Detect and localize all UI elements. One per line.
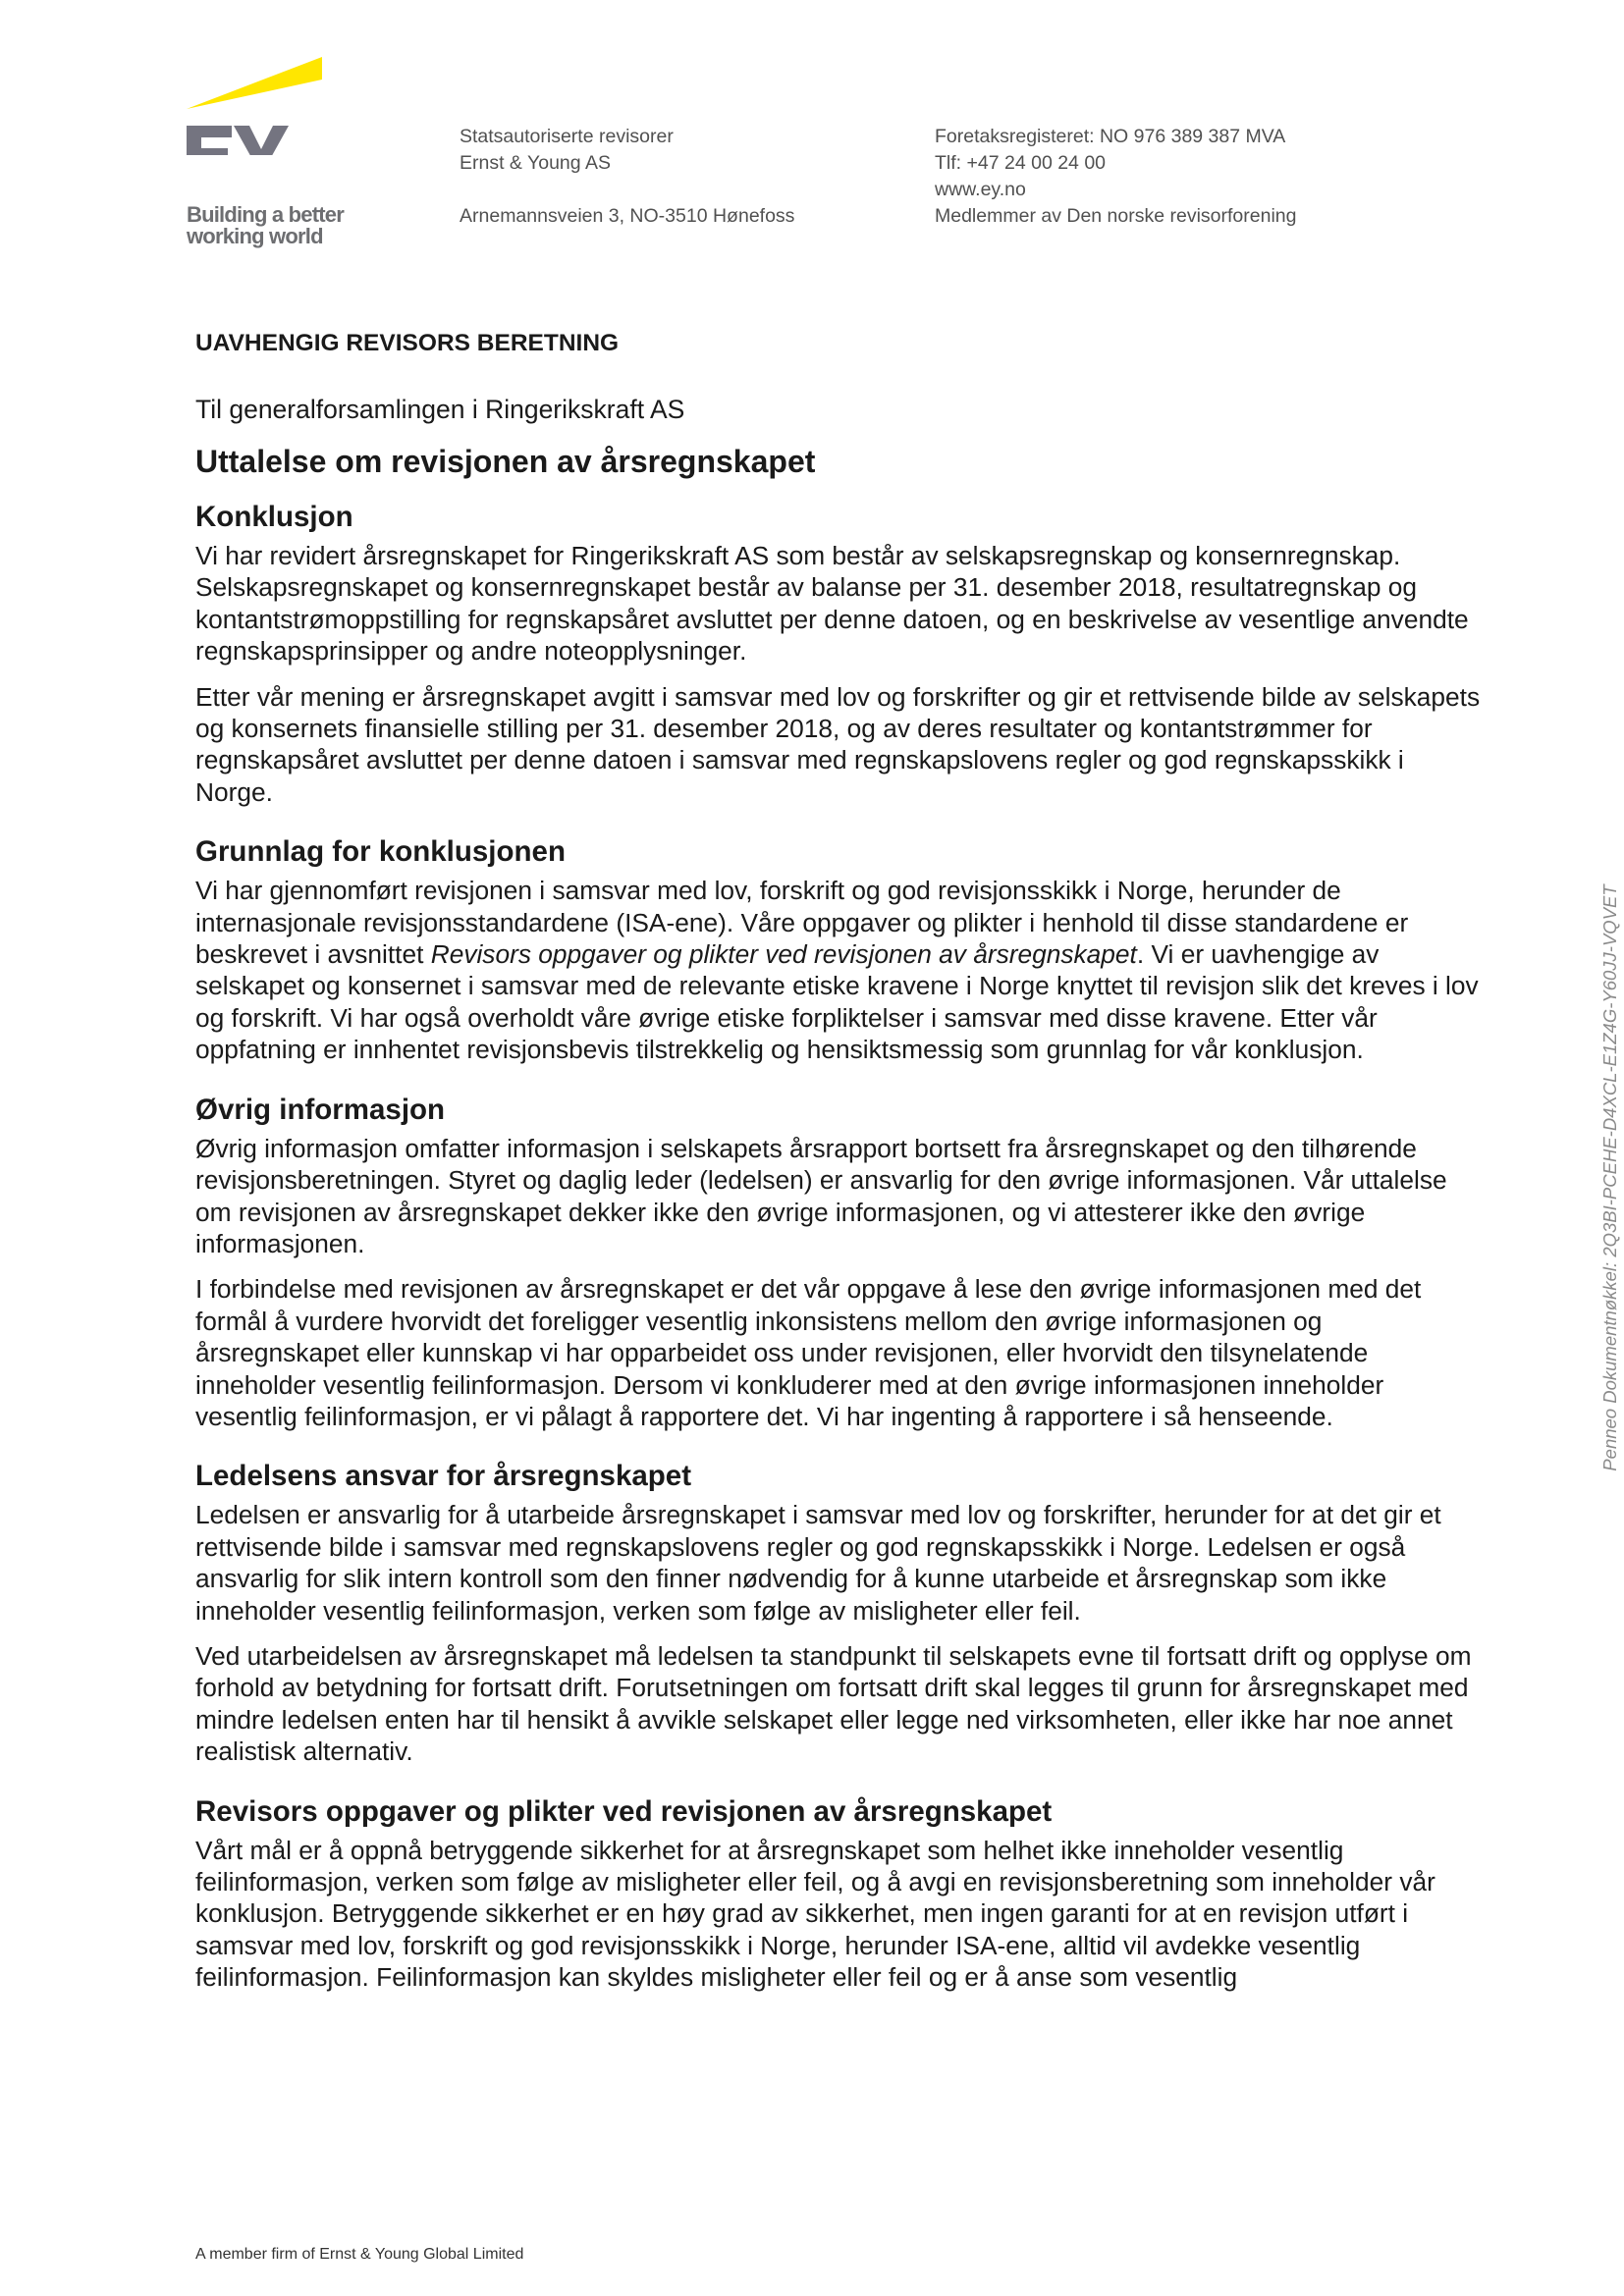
logo-tagline-line2: working world	[187, 224, 323, 248]
header-company-name: Ernst & Young AS	[460, 152, 611, 174]
heading-ovrig-informasjon: Øvrig informasjon	[195, 1093, 446, 1126]
logo-tagline	[187, 204, 383, 247]
heading-grunnlag: Grunnlag for konklusjonen	[195, 835, 566, 869]
header-org-number: Foretaksregisteret: NO 976 389 387 MVA	[935, 126, 1286, 147]
report-title: UAVHENGIG REVISORS BERETNING	[195, 330, 620, 356]
header-company-info	[460, 124, 794, 230]
ovrig-paragraph-2: I forbindelse med revisjonen av årsregnskapet er det vår oppgave å lese den øvrige informasjonen med det formål å vurdere hvorvidt det foreligger vesentlig inkonsistens mellom den øvrige informasjonen og årsregnskapet eller kunnskap vi har opparbeidet oss under revisjonen, eller hvorvidt den tilsynelatende inneholder vesentlig feilinformasjon. Dersom vi konkluderer med at den øvrige informasjonen inneholder vesentlig feilinformasjon, er vi pålagt å rapportere det. Vi har ingenting å rapportere i så henseende.	[195, 1274, 1422, 1431]
header-address: Arnemannsveien 3, NO-3510 Hønefoss	[460, 205, 795, 227]
revisors-paragraph-1: Vårt mål er å oppnå betryggende sikkerhet for at årsregnskapet som helhet ikke inneholder vesentlig feilinformasjon, verken som følge av misligheter eller feil, og å avgi en revisjonsberetning som inneholder vår konklusjon. Betryggende sikkerhet er en høy grad av sikkerhet, men ingen garanti for at en revisjon utført i samsvar med lov, forskrift og god revisjonsskikk i Norge, herunder ISA-ene, alltid vil avdekke vesentlig feilinformasjon. Feilinformasjon kan skyldes misligheter eller feil og er å anse som vesentlig	[195, 1835, 1435, 1993]
grunnlag-section-reference: Revisors oppgaver og plikter ved revisjonen av årsregnskapet	[430, 939, 1137, 970]
header-phone: Tlf: +47 24 00 24 00	[935, 152, 1107, 174]
ey-logo-mark	[187, 57, 324, 155]
header-website: www.ey.no	[935, 179, 1026, 200]
ledelsens-paragraph-2: Ved utarbeidelsen av årsregnskapet må ledelsen ta standpunkt til selskapets evne til fortsatt drift og opplyse om forhold av betydning for fortsatt drift. Forutsetningen om fortsatt drift skal legges til grunn for årsregnskapet med mindre ledelsen enten har til hensikt å avvikle selskapet eller legge ned virksomheten, eller ikke har noe annet realistisk alternativ.	[195, 1640, 1472, 1767]
grunnlag-paragraph	[195, 875, 1482, 1065]
ledelsens-paragraph-1: Ledelsen er ansvarlig for å utarbeide årsregnskapet i samsvar med lov og forskrifter, herunder for at det gir et rettvisende bilde i samsvar med regnskapslovens regler og god regnskapsskikk i Norge. Ledelsen er også ansvarlig for slik intern kontroll som den finner nødvendig for å kunne utarbeide et årsregnskap som ikke inneholder vesentlig feilinformasjon, verken som følge av misligheter eller feil.	[195, 1500, 1441, 1626]
konklusjon-paragraph-2: Etter vår mening er årsregnskapet avgitt i samsvar med lov og forskrifter og gir et rettvisende bilde av selskapets og konsernets finansielle stilling per 31. desember 2018, og av deres resultater og kontantstrømmer for regnskapsåret avsluttet per denne datoen i samsvar med regnskapslovens regler og god regnskapsskikk i Norge.	[195, 681, 1481, 807]
grunnlag-text-part2: . Vi er uavhengige av selskapet og konsernet i samsvar med de relevante etiske kravene i Norge knyttet til revisjon slik det kreves i lov og forskrift. Vi har også overholdt våre øvrige etiske forpliktelser i samsvar med disse kravene. Etter vår oppfatning er innhentet revisjonsbevis tilstrekkelig og hensiktsmessig som grunnlag for vår konklusjon.	[195, 939, 1479, 1065]
ovrig-paragraph-1: Øvrig informasjon omfatter informasjon i selskapets årsrapport bortsett fra årsregnskapet og den tilhørende revisjonsberetningen. Styret og daglig leder (ledelsen) er ansvarlig for den øvrige informasjonen. Vår uttalelse om revisjonen av årsregnskapet dekker ikke den øvrige informasjonen, og vi attesterer ikke den øvrige informasjonen.	[195, 1133, 1447, 1258]
report-addressee: Til generalforsamlingen i Ringerikskraft AS	[195, 395, 685, 424]
ey-logo	[187, 57, 363, 253]
heading-konklusjon: Konklusjon	[195, 501, 353, 533]
header-company-type: Statsautoriserte revisorer	[460, 126, 674, 147]
header-membership: Medlemmer av Den norske revisorforening	[935, 205, 1297, 227]
header-registration-info	[935, 124, 1296, 230]
konklusjon-paragraph-1: Vi har revidert årsregnskapet for Ringerikskraft AS som består av selskapsregnskap og konsernregnskap. Selskapsregnskapet og konsernregnskapet består av balanse per 31. desember 2018, resultatregnskap og kontantstrømoppstilling for regnskapsåret avsluttet per denne datoen, og en beskrivelse av vesentlige anvendte regnskapsprinsipper og andre noteopplysninger.	[195, 541, 1469, 667]
heading-ledelsens-ansvar: Ledelsens ansvar for årsregnskapet	[195, 1460, 692, 1493]
grunnlag-text-part1: Vi har gjennomført revisjonen i samsvar med lov, forskrift og god revisjonsskikk i Norge, herunder de internasjonale revisjonsstandardene (ISA-ene). Våre oppgaver og plikter i henhold til disse standardene er beskrevet i avsnittet	[195, 876, 1409, 970]
logo-tagline-line1: Building a better	[187, 202, 344, 227]
heading-revisors-oppgaver: Revisors oppgaver og plikter ved revisjonen av årsregnskapet	[195, 1794, 1053, 1828]
footer-member-firm: A member firm of Ernst & Young Global Limited	[195, 2246, 524, 2263]
penneo-document-key: Penneo Dokumentnøkkel: 2Q3BI-PCEHE-D4XCL-E1Z4G-Y60JJ-VQVET	[1599, 884, 1620, 1471]
section-title: Uttalelse om revisjonen av årsregnskapet	[195, 444, 816, 479]
report-body	[195, 328, 1482, 1994]
